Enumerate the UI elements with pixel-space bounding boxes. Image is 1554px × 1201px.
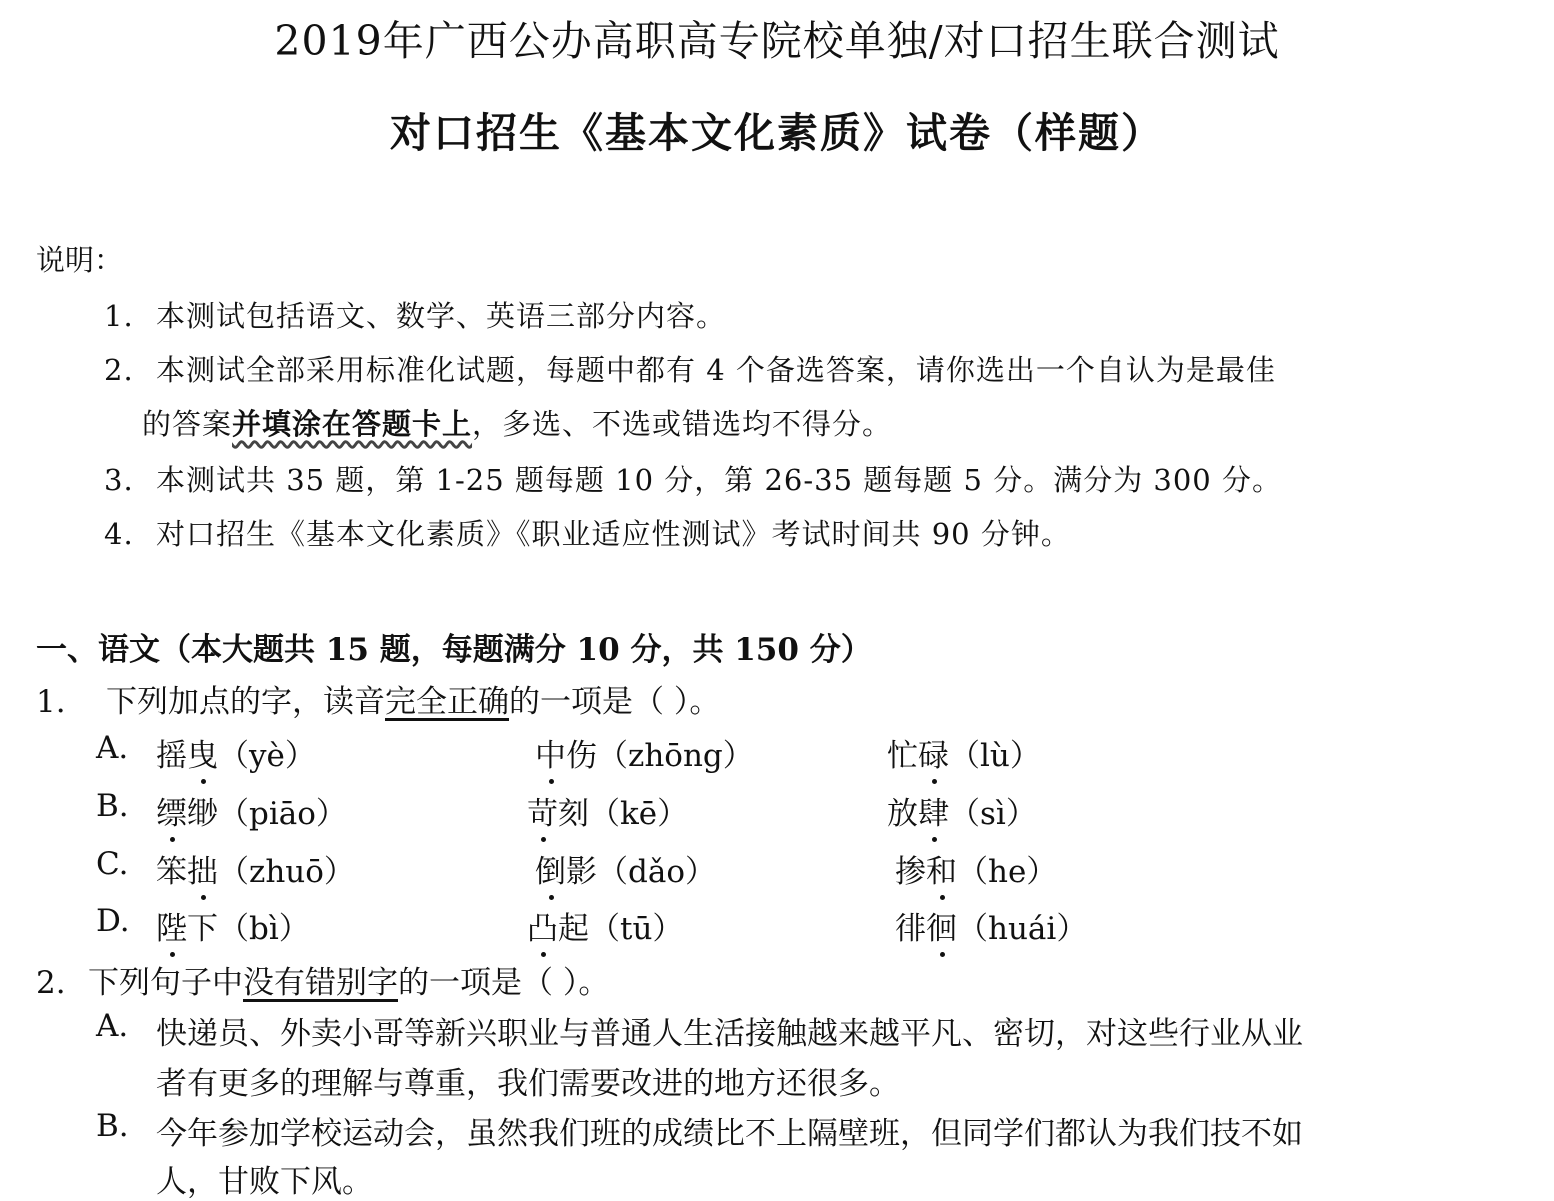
pinyin: （sì） [949,796,1037,832]
pinyin: （tū） [589,911,684,947]
dotted-char: 拙 [187,854,218,890]
q1-option-a-word2 [535,730,754,775]
q1-option-c-word3 [895,846,1057,891]
q1-option-d-word2 [527,903,683,948]
pinyin: （yè） [218,738,316,774]
char: 掺 [895,854,926,890]
exam-title: 2019年广西公办高职高专院校单独/对口招生联合测试 [274,17,1280,65]
q1-option-d-word1 [156,903,310,948]
dotted-char: 碌 [918,738,949,774]
pinyin: （zhuō） [218,854,355,890]
q1-option-d-word3 [895,903,1087,948]
q2-option-b-line2: 人，甘败下风。 [156,1164,373,1200]
note-2-text-post: ，多选、不选或错选均不得分。 [472,407,893,441]
char: 徘 [895,911,926,947]
q1-option-d-label: D. [96,903,130,939]
note-2-text-line1: 本测试全部采用标准化试题，每题中都有 4 个备选答案，请你选出一个自认为是最佳 [156,353,1276,387]
dotted-char: 肆 [918,796,949,832]
q1-option-b-label: B. [96,788,129,824]
char: 摇 [156,738,187,774]
exam-subtitle: 对口招生《基本文化素质》试卷（样题） [390,109,1164,157]
note-4-text: 对口招生《基本文化素质》《职业适应性测试》考试时间共 90 分钟。 [156,517,1071,551]
question-2-stem [36,957,609,1002]
note-4-number: 4. [104,517,134,551]
pinyin: （zhōng） [597,738,754,774]
question-1-text-post: 的一项是（ ）。 [509,684,721,720]
q1-option-c-word2 [535,846,716,891]
char: 笨 [156,854,187,890]
dotted-char: 凸 [527,911,558,947]
notes-label: 说明： [36,243,124,277]
q2-option-a-label: A. [96,1008,129,1044]
question-1-stem [36,676,720,721]
note-2-emphasis: 并填涂在答题卡上 [232,407,473,441]
char: 放 [887,796,918,832]
question-2-text-pre: 下列句子中 [88,965,243,1001]
note-2-number: 2. [104,353,134,387]
q1-option-a-label: A. [96,730,129,766]
note-2 [104,348,1276,389]
note-3-number: 3. [104,463,134,497]
q1-option-a-word1 [156,730,316,775]
pinyin: （he） [957,854,1058,890]
note-3-text: 本测试共 35 题，第 1-25 题每题 10 分，第 26-35 题每题 5 分。满分为 300 分。 [156,463,1282,497]
note-3 [104,458,1282,499]
question-2-text-post: 的一项是（ ）。 [398,965,610,1001]
dotted-char: 中 [535,738,566,774]
char: 忙 [887,738,918,774]
pinyin: （lù） [949,738,1041,774]
q1-option-b-word2 [527,788,688,833]
pinyin: （kē） [589,796,689,832]
dotted-char: 曳 [187,738,218,774]
char: 下 [187,911,218,947]
dotted-char: 倒 [535,854,566,890]
char: 影 [566,854,597,890]
dotted-char: 陛 [156,911,187,947]
q2-option-b-label: B. [96,1108,129,1144]
note-2-text-pre: 的答案 [142,407,233,441]
q2-option-a-line2: 者有更多的理解与尊重，我们需要改进的地方还很多。 [156,1066,900,1102]
q2-option-b-line1: 今年参加学校运动会，虽然我们班的成绩比不上隔壁班，但同学们都认为我们技不如 [156,1116,1303,1152]
note-2-line2 [142,402,892,443]
char: 刻 [558,796,589,832]
q2-option-a-line1: 快递员、外卖小哥等新兴职业与普通人生活接触越来越平凡、密切，对这些行业从业 [156,1016,1303,1052]
dotted-char: 苛 [527,796,558,832]
char: 缈 [187,796,218,832]
question-1-underlined: 完全正确 [385,684,509,720]
dotted-char: 缥 [156,796,187,832]
question-2-underlined: 没有错别字 [243,965,398,1001]
question-2-number: 2. [36,965,66,1001]
pinyin: （huái） [957,911,1088,947]
pinyin: （dǎo） [597,854,716,890]
note-1 [104,294,726,335]
q1-option-b-word1 [156,788,347,833]
char: 起 [558,911,589,947]
dotted-char: 和 [926,854,957,890]
note-1-number: 1. [104,299,134,333]
question-1-text-pre: 下列加点的字，读音 [106,684,385,720]
dotted-char: 徊 [926,911,957,947]
pinyin: （bì） [218,911,310,947]
q1-option-a-word3 [887,730,1041,775]
q1-option-c-word1 [156,846,355,891]
note-1-text: 本测试包括语文、数学、英语三部分内容。 [156,299,727,333]
q1-option-c-label: C. [96,846,129,882]
note-4 [104,512,1071,553]
q1-option-b-word3 [887,788,1037,833]
question-1-number: 1. [36,684,66,720]
pinyin: （piāo） [218,796,347,832]
char: 伤 [566,738,597,774]
section-1-heading: 一、语文（本大题共 15 题，每题满分 10 分，共 150 分） [36,632,872,668]
